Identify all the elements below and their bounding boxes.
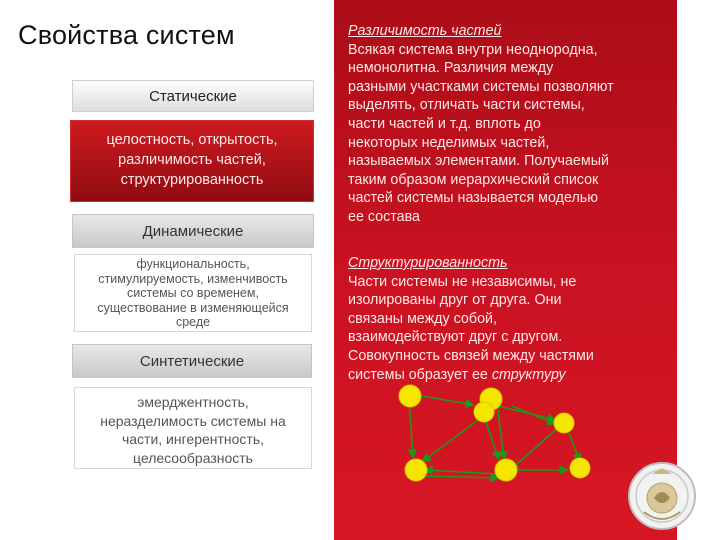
graph-node [474, 402, 494, 422]
text-line: изолированы друг от друга. Они [348, 292, 562, 309]
graph-node [570, 458, 590, 478]
text-line: выделять, отличать части системы, [348, 97, 585, 114]
synthetic-item: целесообразность [133, 449, 253, 466]
text-line: разными участками системы позволяют [348, 78, 614, 95]
text-line: называемых элементами. Получаемый [348, 153, 609, 170]
graph-node [405, 459, 427, 481]
graph-edge [498, 410, 504, 460]
text-line: ее состава [348, 208, 421, 225]
graph-edge [422, 420, 478, 462]
section-heading: Различимость частей [348, 23, 502, 39]
text-line: части частей и т.д. вплоть до [348, 115, 541, 132]
text-line: взаимодействуют друг с другом. [348, 329, 563, 346]
text-line: связаны между собой, [348, 310, 497, 327]
text-line-prefix: системы образует ее [348, 366, 492, 383]
dynamic-header-label: Динамические [142, 222, 244, 240]
graph-edge [422, 396, 474, 405]
structure-word: структуру [491, 366, 566, 383]
university-emblem-icon [626, 460, 698, 532]
graph-edge [424, 476, 499, 478]
graph-node [495, 459, 517, 481]
dynamic-item: стимулируемость, изменчивость [98, 271, 288, 286]
synthetic-item: части, ингерентность, [121, 431, 265, 447]
graph-edge [484, 416, 499, 460]
text-line: таким образом иерархический список [348, 171, 599, 188]
graph-nodes [399, 385, 590, 481]
text-line: частей системы называется моделью [348, 190, 598, 207]
dynamic-item: функциональность, [136, 257, 250, 271]
dynamic-item: среде [175, 315, 211, 330]
text-line: Совокупность связей между частями [348, 347, 594, 364]
text-line: Всякая система внутри неоднородна, [348, 41, 598, 58]
text-line: Части системы не независимы, не [348, 273, 577, 290]
graph-edge [568, 430, 580, 462]
static-properties-box [70, 120, 314, 202]
dynamic-item: существование в изменяющейся [97, 300, 289, 315]
dynamic-item: системы со временем, [127, 286, 259, 301]
graph-node [554, 413, 574, 433]
graph-node [399, 385, 421, 407]
dynamic-header [72, 214, 314, 248]
synthetic-header [72, 344, 312, 378]
text-line: некоторых неделимых частей, [348, 134, 550, 151]
dynamic-properties-box [74, 254, 312, 332]
section-heading: Структурированность [348, 255, 508, 271]
structure-graph [334, 0, 677, 540]
static-header-label: Статические [149, 87, 237, 105]
synthetic-properties-box [74, 387, 312, 469]
graph-edge [512, 406, 556, 424]
static-item: структурированность [120, 172, 264, 188]
synthetic-item: неразделимость системы на [100, 412, 286, 429]
graph-edge [424, 470, 499, 474]
synthetic-item: эмерджентность, [137, 394, 249, 410]
static-item: целостность, открытость, [106, 132, 278, 148]
slide-title: Свойства систем [18, 20, 235, 50]
static-item: различимость частей, [118, 152, 266, 168]
graph-edge [510, 426, 560, 470]
description-panel [334, 0, 677, 540]
static-header [72, 80, 314, 112]
synthetic-header-label: Синтетические [139, 352, 245, 370]
text-line: немонолитна. Различия между [348, 60, 554, 77]
